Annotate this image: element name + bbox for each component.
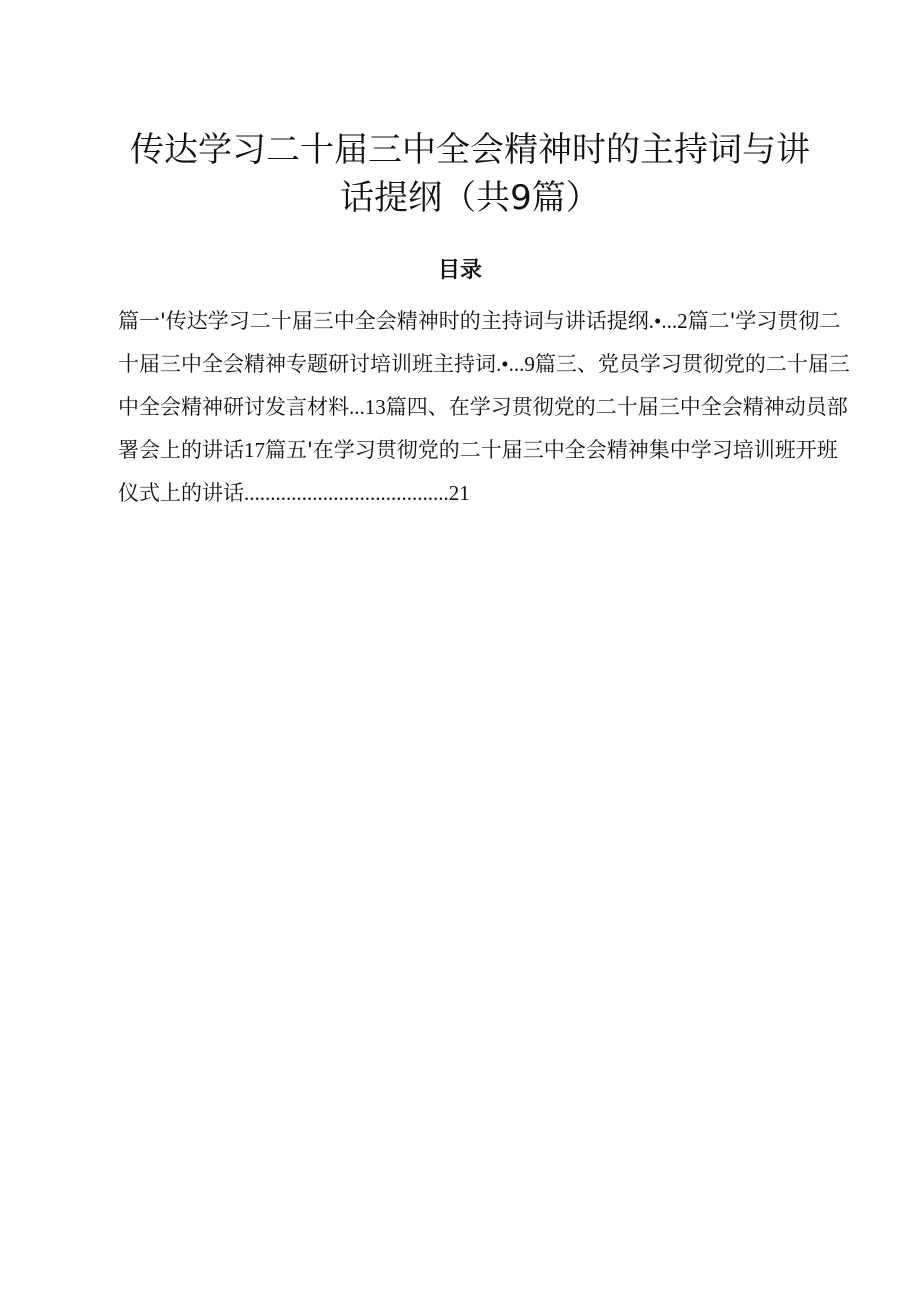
toc-entry-page: 2 bbox=[677, 309, 688, 333]
toc-entry-page: 9 bbox=[524, 352, 535, 376]
toc-entry-label: 篇四、在学习贯彻党的二十届三中全会精神动员部署会上的讲话 bbox=[118, 395, 848, 462]
toc-heading: 目录 bbox=[437, 258, 482, 283]
table-of-contents bbox=[118, 300, 853, 515]
toc-entry-page: 17 bbox=[244, 438, 265, 462]
toc-entry-page: 13 bbox=[364, 395, 386, 419]
toc-entry-label: 篇一'传达学习二十届三中全会精神时的主持词与讲话提纲 bbox=[118, 309, 649, 333]
toc-entry-leader: .•... bbox=[648, 309, 678, 333]
toc-entry-leader: ... bbox=[349, 395, 365, 419]
toc-entry-label: 篇二'学习贯彻二十届三中全会精神专题研讨培训班主持词 bbox=[118, 309, 841, 376]
toc-entry-leader: .•... bbox=[496, 352, 525, 376]
toc-entry-label: 篇五'在学习贯彻党的二十届三中全会精神集中学习培训班开班仪式上的讲话 bbox=[118, 438, 838, 505]
toc-entry-1[interactable] bbox=[118, 309, 688, 333]
document-title: 传达学习二十届三中全会精神时的主持词与讲话提纲（共9篇） bbox=[130, 130, 810, 218]
toc-entry-label: 篇三、党员学习贯彻党的二十届三中全会精神研讨发言材料 bbox=[118, 352, 850, 419]
toc-entry-page: 21 bbox=[448, 481, 470, 505]
toc-entry-leader: ....................................... bbox=[244, 481, 449, 505]
